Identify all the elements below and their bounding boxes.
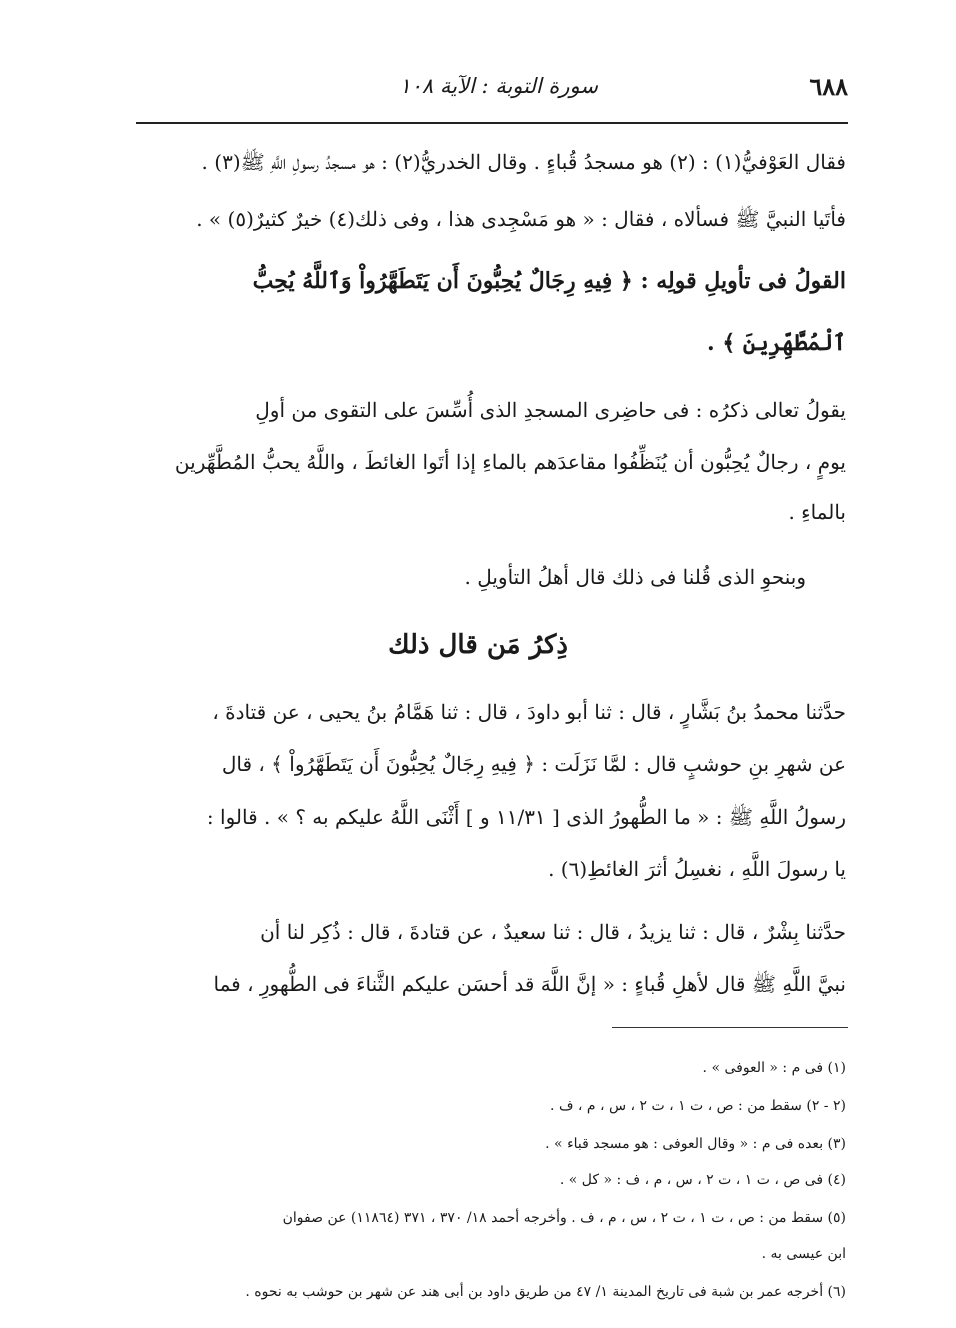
header-rule (136, 122, 848, 124)
footnote: (١) فى م : « العوفى » . (702, 1060, 846, 1076)
text-line: وبنحوِ الذى قُلنا فى ذلك قال أهلُ التأويلِ . (464, 565, 806, 589)
section-title-line: القولُ فى تأويلِ قولِه : ﴿ فِيهِ رِجَالٌ يُحِبُّونَ أَن يَتَطَهَّرُواْ وَٱللَّهُ يُحِبُّ (252, 268, 846, 294)
footnote: (٣) بعده فى م : « وقال العوفى : هو مسجد قباء » . (545, 1136, 846, 1152)
section-heading: ذِكرُ مَن قال ذلك (388, 630, 568, 660)
running-title: سورة التوبة : الآية ١٠٨ (399, 74, 598, 98)
text-line: يا رسولَ اللَّهِ ، نغسِلُ أثرَ الغائطِ(٦) . (548, 857, 846, 881)
footnote: (٢ - ٢) سقط من : ص ، ت ١ ، ت ٢ ، س ، م ، ف . (550, 1098, 846, 1114)
text-line: حدَّثنا بِشْرٌ ، قال : ثنا يزيدُ ، قال : ثنا سعيدٌ ، عن قتادةَ ، قال : ذُكِر لنا أن (260, 920, 846, 944)
footnote-rule (612, 1027, 848, 1028)
text-line: يقولُ تعالى ذكرُه : فى حاضِرى المسجدِ الذى أُسِّسَ على التقوى من أولِ (255, 398, 846, 422)
section-title-line: ٱلْمُطَّهِّرِينَ ﴾ . (707, 330, 846, 356)
footnote: (٥) سقط من : ص ، ت ١ ، ت ٢ ، س ، م ، ف . وأخرجه أحمد ١٨/ ٣٧٠ ، ٣٧١ (١١٨٦٤) عن صفوان (282, 1210, 846, 1226)
footnote: (٤) فى ص ، ت ١ ، ت ٢ ، س ، م ، ف : « كل » . (559, 1172, 846, 1188)
text-line: نبيَّ اللَّهِ ﷺ قال لأهلِ قُباءٍ : « إنَّ اللَّهَ قد أحسَن عليكم الثَّناءَ فى الطُّهورِ ، فما (213, 972, 846, 996)
text-line: حدَّثنا محمدُ بنُ بَشَّارٍ ، قال : ثنا أبو داودَ ، قال : ثنا هَمَّامُ بنُ يحيى ، عن قتادةَ ، (212, 700, 846, 724)
text-line: بالماءِ . (788, 500, 846, 524)
text-line: فقال العَوْفيُّ(١) : (٢) هو مسجدُ قُباءٍ . وقال الخدريُّ(٢) : هو مسجدُ رسولِ اللَّهِ ﷺ(٣) . (201, 150, 846, 174)
text-line: يومٍ ، رجالٌ يُحِبُّون أن يُنَظِّفُوا مقاعدَهم بالماءِ إذا أتَوا الغائطَ ، واللَّهُ يحبُّ المُطَّهِّرين (174, 450, 846, 474)
page-number: ٦٨٨ (809, 72, 848, 101)
text-line: فأتَيا النبيَّ ﷺ فسألاه ، فقال : « هو مَسْجِدى هذا ، وفى ذلك(٤) خيرٌ كثيرٌ(٥) » . (196, 207, 846, 231)
page-header (136, 68, 848, 110)
footnote: ابن عيسى به . (761, 1246, 846, 1262)
text-line: رسولُ اللَّهِ ﷺ : « ما الطُّهورُ الذى [ ١١/٣١ و ] أَثْنَى اللَّهُ عليكم به ؟ » . قالوا : (206, 805, 846, 829)
footnote: (٦) أخرجه عمر بن شبة فى تاريخ المدينة ١/ ٤٧ من طريق داود بن أبى هند عن شهر بن حوشب به نحوه . (245, 1284, 846, 1300)
text-line: عن شهرِ بنِ حوشبٍ قال : لمَّا نَزَلَت : ﴿ فِيهِ رِجَالٌ يُحِبُّونَ أَن يَتَطَهَّرُواْ ﴾ ، قال (221, 752, 846, 776)
